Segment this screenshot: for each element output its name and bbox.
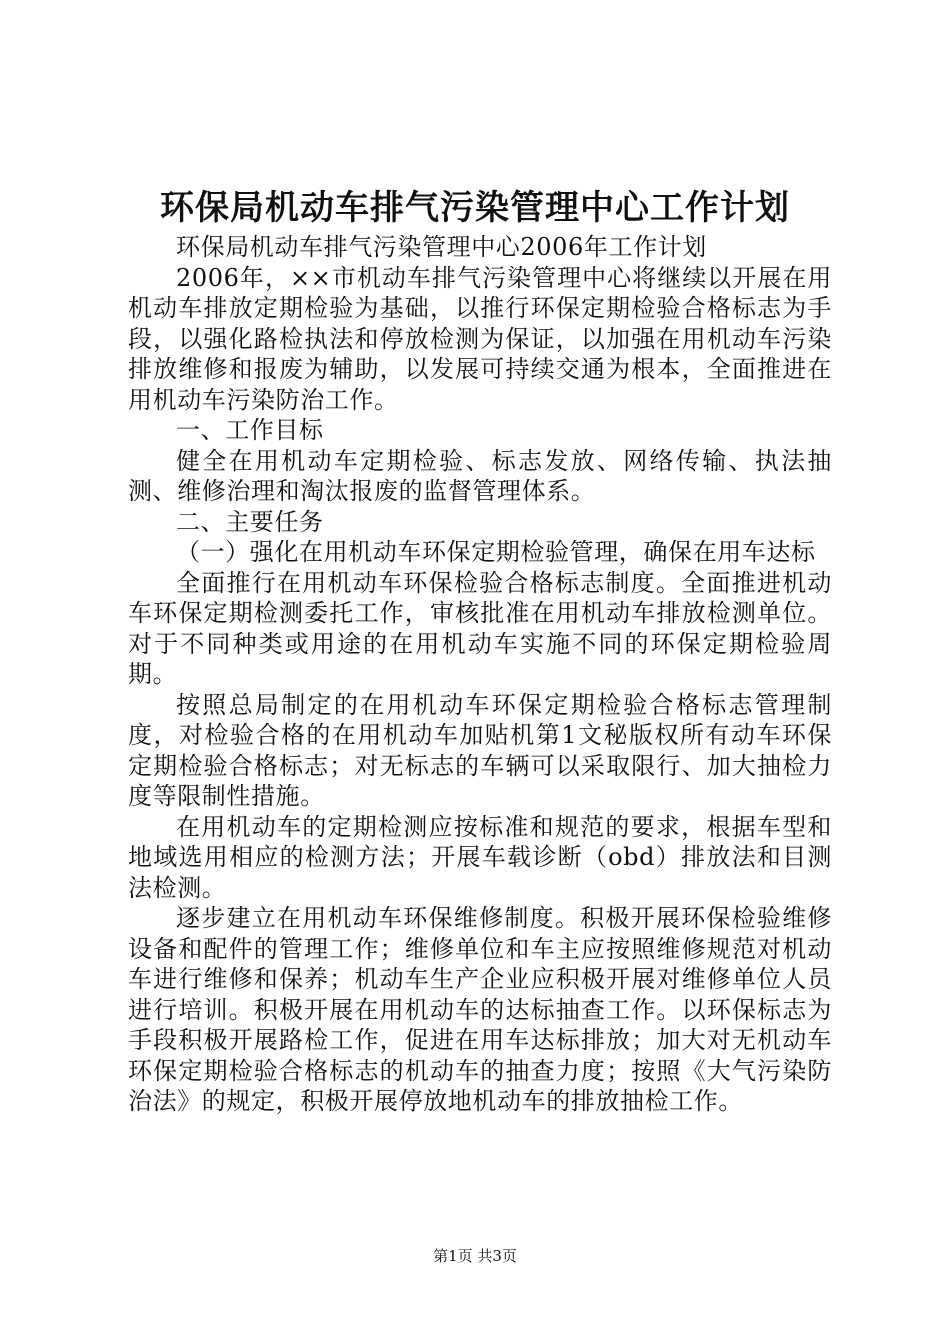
subsection-heading-1: （一）强化在用机动车环保定期检验管理，确保在用车达标	[176, 538, 816, 566]
document-body	[128, 232, 832, 1117]
body-paragraph: 全面推行在用机动车环保检验合格标志制度。全面推进机动车环保定期检测委托工作，审核批准在用机动车排放检测单位。对于不同种类或用途的在用机动车实施不同的环保定期检验周期。	[128, 568, 832, 688]
subtitle-paragraph: 环保局机动车排气污染管理中心2006年工作计划	[176, 233, 707, 261]
body-paragraph: 按照总局制定的在用机动车环保定期检验合格标志管理制度，对检验合格的在用机动车加贴机第1文秘版权所有动车环保定期检验合格标志；对无标志的车辆可以采取限行、加大抽检力度等限制性措施。	[128, 690, 832, 810]
section-heading-tasks: 二、主要任务	[176, 507, 324, 536]
body-paragraph: 在用机动车的定期检测应按标准和规范的要求，根据车型和地域选用相应的检测方法；开展车载诊断（obd）排放法和目测法检测。	[128, 812, 832, 902]
document-title: 环保局机动车排气污染管理中心工作计划	[160, 188, 790, 228]
body-paragraph: 逐步建立在用机动车环保维修制度。积极开展环保检验维修设备和配件的管理工作；维修单位和车主应按照维修规范对机动车进行维修和保养；机动车生产企业应积极开展对维修单位人员进行培训。积极开展在用机动车的达标抽查工作。以环保标志为手段积极开展路检工作，促进在用车达标排放；加大对无机动车环保定期检验合格标志的机动车的抽查力度；按照《大气污染防治法》的规定，积极开展停放地机动车的排放抽检工作。	[128, 904, 832, 1115]
section-heading-goals: 一、工作目标	[176, 416, 324, 444]
goals-paragraph: 健全在用机动车定期检验、标志发放、网络传输、执法抽测、维修治理和淘汰报废的监督管理体系。	[128, 446, 832, 505]
page-number-footer: 第1页 共3页	[433, 1247, 517, 1265]
intro-paragraph: 2006年，××市机动车排气污染管理中心将继续以开展在用机动车排放定期检验为基础，以推行环保定期检验合格标志为手段，以强化路检执法和停放检测为保证，以加强在用机动车污染排放维修和报废为辅助，以发展可持续交通为根本，全面推进在用机动车污染防治工作。	[128, 263, 832, 414]
